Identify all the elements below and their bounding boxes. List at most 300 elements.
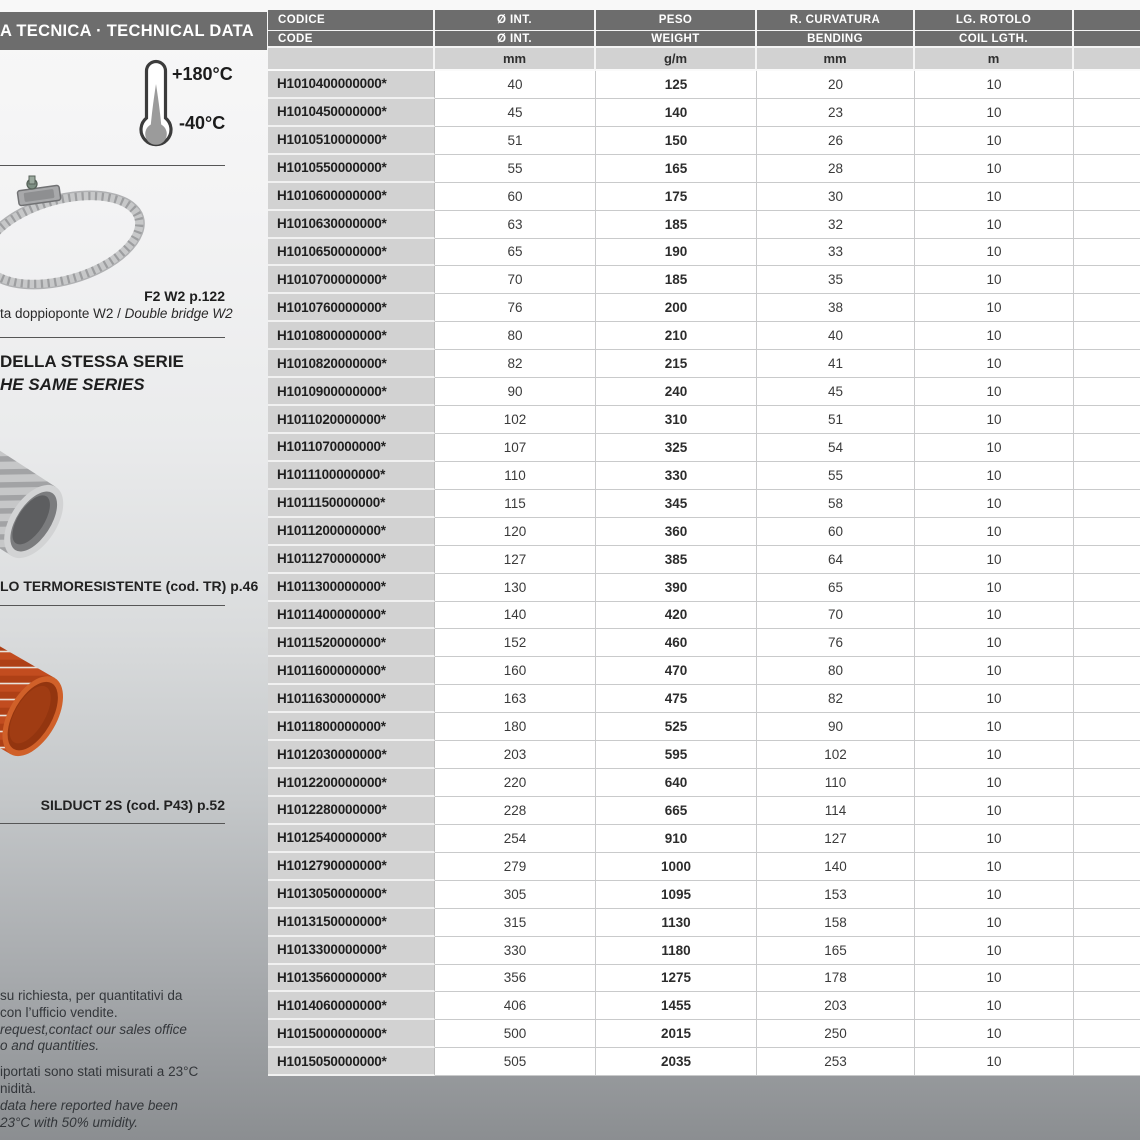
extra-cell — [1074, 965, 1140, 993]
extra-cell — [1074, 71, 1140, 99]
extra-cell — [1074, 434, 1140, 462]
bending-radius-cell: 165 — [757, 937, 915, 965]
bending-radius-cell: 127 — [757, 825, 915, 853]
int-diameter-cell: 107 — [435, 434, 596, 462]
unit-mm-2: mm — [757, 48, 915, 71]
note-line: 23°C with 50% umidity. — [0, 1114, 138, 1130]
unit-extra — [1074, 48, 1140, 71]
weight-cell: 330 — [596, 462, 757, 490]
weight-cell: 190 — [596, 239, 757, 267]
int-diameter-cell: 80 — [435, 322, 596, 350]
int-diameter-cell: 279 — [435, 853, 596, 881]
int-diameter-cell: 76 — [435, 294, 596, 322]
weight-cell: 390 — [596, 574, 757, 602]
int-diameter-cell: 90 — [435, 378, 596, 406]
bending-radius-cell: 153 — [757, 881, 915, 909]
extra-cell — [1074, 769, 1140, 797]
code-cell: H1010510000000* — [268, 127, 435, 155]
table-body — [268, 71, 1140, 1076]
extra-cell — [1074, 127, 1140, 155]
bending-radius-cell: 28 — [757, 155, 915, 183]
int-diameter-cell: 60 — [435, 183, 596, 211]
code-cell: H1014060000000* — [268, 992, 435, 1020]
coil-length-cell: 10 — [915, 992, 1074, 1020]
weight-cell: 2015 — [596, 1020, 757, 1048]
bending-radius-cell: 41 — [757, 350, 915, 378]
weight-cell: 640 — [596, 769, 757, 797]
table-row — [268, 406, 1140, 434]
orange-hose-photo — [0, 638, 88, 780]
weight-cell: 525 — [596, 713, 757, 741]
table-row — [268, 490, 1140, 518]
coil-length-cell: 10 — [915, 266, 1074, 294]
table-row — [268, 853, 1140, 881]
code-cell: H1011200000000* — [268, 518, 435, 546]
coil-length-cell: 10 — [915, 713, 1074, 741]
col-header-int-diameter-en: Ø INT. — [435, 31, 596, 48]
int-diameter-cell: 315 — [435, 909, 596, 937]
col-header-code: CODE — [268, 31, 435, 48]
table-row — [268, 629, 1140, 657]
divider — [0, 605, 225, 606]
table-row — [268, 546, 1140, 574]
weight-cell: 200 — [596, 294, 757, 322]
coil-length-cell: 10 — [915, 881, 1074, 909]
coil-length-cell: 10 — [915, 965, 1074, 993]
int-diameter-cell: 51 — [435, 127, 596, 155]
int-diameter-cell: 254 — [435, 825, 596, 853]
extra-cell — [1074, 574, 1140, 602]
table-row — [268, 378, 1140, 406]
int-diameter-cell: 115 — [435, 490, 596, 518]
coil-length-cell: 10 — [915, 294, 1074, 322]
extra-cell — [1074, 239, 1140, 267]
weight-cell: 460 — [596, 629, 757, 657]
note-line: su richiesta, per quantitativi da — [0, 988, 183, 1003]
code-cell: H1011070000000* — [268, 434, 435, 462]
code-cell: H1012280000000* — [268, 797, 435, 825]
bending-radius-cell: 54 — [757, 434, 915, 462]
extra-cell — [1074, 881, 1140, 909]
weight-cell: 1000 — [596, 853, 757, 881]
weight-cell: 150 — [596, 127, 757, 155]
coil-length-cell: 10 — [915, 1020, 1074, 1048]
extra-cell — [1074, 909, 1140, 937]
code-cell: H1015000000000* — [268, 1020, 435, 1048]
coil-length-cell: 10 — [915, 741, 1074, 769]
table-row — [268, 322, 1140, 350]
weight-cell: 1455 — [596, 992, 757, 1020]
int-diameter-cell: 127 — [435, 546, 596, 574]
weight-cell: 360 — [596, 518, 757, 546]
extra-cell — [1074, 211, 1140, 239]
int-diameter-cell: 130 — [435, 574, 596, 602]
code-cell: H1013150000000* — [268, 909, 435, 937]
extra-cell — [1074, 406, 1140, 434]
code-cell: H1011300000000* — [268, 574, 435, 602]
technical-data-table — [268, 10, 1140, 1076]
unit-gm: g/m — [596, 48, 757, 71]
table-row — [268, 797, 1140, 825]
extra-cell — [1074, 685, 1140, 713]
int-diameter-cell: 180 — [435, 713, 596, 741]
col-header-weight: WEIGHT — [596, 31, 757, 48]
extra-cell — [1074, 350, 1140, 378]
bending-radius-cell: 58 — [757, 490, 915, 518]
table-row — [268, 602, 1140, 630]
coil-length-cell: 10 — [915, 853, 1074, 881]
coil-length-cell: 10 — [915, 378, 1074, 406]
weight-cell: 345 — [596, 490, 757, 518]
weight-cell: 595 — [596, 741, 757, 769]
int-diameter-cell: 140 — [435, 602, 596, 630]
coil-length-cell: 10 — [915, 574, 1074, 602]
code-cell: H1012790000000* — [268, 853, 435, 881]
code-cell: H1012030000000* — [268, 741, 435, 769]
extra-cell — [1074, 602, 1140, 630]
extra-cell — [1074, 937, 1140, 965]
weight-cell: 140 — [596, 99, 757, 127]
sidebar-panel — [0, 0, 268, 1140]
int-diameter-cell: 160 — [435, 657, 596, 685]
coil-length-cell: 10 — [915, 71, 1074, 99]
code-cell: H1011630000000* — [268, 685, 435, 713]
section-header — [0, 12, 267, 50]
code-cell: H1011270000000* — [268, 546, 435, 574]
extra-cell — [1074, 629, 1140, 657]
table-row — [268, 71, 1140, 99]
weight-cell: 910 — [596, 825, 757, 853]
extra-cell — [1074, 1020, 1140, 1048]
divider — [0, 165, 225, 166]
coil-length-cell: 10 — [915, 546, 1074, 574]
coil-length-cell: 10 — [915, 239, 1074, 267]
bending-radius-cell: 65 — [757, 574, 915, 602]
bending-radius-cell: 82 — [757, 685, 915, 713]
coil-length-cell: 10 — [915, 685, 1074, 713]
table-row — [268, 127, 1140, 155]
bending-radius-cell: 158 — [757, 909, 915, 937]
weight-cell: 470 — [596, 657, 757, 685]
coil-length-cell: 10 — [915, 434, 1074, 462]
col-header-peso: PESO — [596, 10, 757, 31]
table-units-row — [268, 48, 1140, 71]
bending-radius-cell: 80 — [757, 657, 915, 685]
col-header-coil-length: COIL LGTH. — [915, 31, 1074, 48]
extra-cell — [1074, 462, 1140, 490]
note-line: data here reported have been — [0, 1097, 178, 1113]
table-row — [268, 1020, 1140, 1048]
int-diameter-cell: 55 — [435, 155, 596, 183]
table-row — [268, 574, 1140, 602]
bending-radius-cell: 203 — [757, 992, 915, 1020]
int-diameter-cell: 152 — [435, 629, 596, 657]
weight-cell: 1130 — [596, 909, 757, 937]
bending-radius-cell: 64 — [757, 546, 915, 574]
temp-max-label: +180°C — [172, 64, 233, 84]
int-diameter-cell: 65 — [435, 239, 596, 267]
table-row — [268, 1048, 1140, 1076]
coil-length-cell: 10 — [915, 825, 1074, 853]
table-row — [268, 992, 1140, 1020]
coil-length-cell: 10 — [915, 99, 1074, 127]
extra-cell — [1074, 546, 1140, 574]
table-row — [268, 518, 1140, 546]
note-line: iportati sono stati misurati a 23°C — [0, 1064, 199, 1080]
extra-cell — [1074, 322, 1140, 350]
unit-code — [268, 48, 435, 71]
bending-radius-cell: 178 — [757, 965, 915, 993]
table-row — [268, 211, 1140, 239]
table-row — [268, 881, 1140, 909]
int-diameter-cell: 70 — [435, 266, 596, 294]
code-cell: H1010450000000* — [268, 99, 435, 127]
note-line: nidità. — [0, 1080, 37, 1096]
coil-length-cell: 10 — [915, 127, 1074, 155]
code-cell: H1010630000000* — [268, 211, 435, 239]
code-cell: H1013300000000* — [268, 937, 435, 965]
table-row — [268, 965, 1140, 993]
code-cell: H1011520000000* — [268, 629, 435, 657]
weight-cell: 175 — [596, 183, 757, 211]
accessory-ref: F2 W2 p.122 — [144, 288, 225, 304]
code-cell: H1010550000000* — [268, 155, 435, 183]
bending-radius-cell: 20 — [757, 71, 915, 99]
int-diameter-cell: 500 — [435, 1020, 596, 1048]
code-cell: H1010650000000* — [268, 239, 435, 267]
code-cell: H1010760000000* — [268, 294, 435, 322]
bending-radius-cell: 76 — [757, 629, 915, 657]
divider — [0, 337, 225, 338]
bending-radius-cell: 33 — [757, 239, 915, 267]
extra-cell — [1074, 99, 1140, 127]
hose-clamp-photo — [0, 172, 163, 292]
coil-length-cell: 10 — [915, 155, 1074, 183]
int-diameter-cell: 305 — [435, 881, 596, 909]
col-header-bending: BENDING — [757, 31, 915, 48]
table-row — [268, 685, 1140, 713]
coil-length-cell: 10 — [915, 350, 1074, 378]
same-series-title-it: DELLA STESSA SERIE — [0, 352, 184, 371]
note-line: request,contact our sales office — [0, 1021, 187, 1037]
weight-cell: 185 — [596, 266, 757, 294]
extra-cell — [1074, 992, 1140, 1020]
col-header-extra — [1074, 10, 1140, 31]
table-row — [268, 909, 1140, 937]
weight-cell: 240 — [596, 378, 757, 406]
bending-radius-cell: 102 — [757, 741, 915, 769]
weight-cell: 125 — [596, 71, 757, 99]
code-cell: H1015050000000* — [268, 1048, 435, 1076]
table-row — [268, 657, 1140, 685]
int-diameter-cell: 356 — [435, 965, 596, 993]
unit-mm: mm — [435, 48, 596, 71]
int-diameter-cell: 63 — [435, 211, 596, 239]
extra-cell — [1074, 490, 1140, 518]
extra-cell — [1074, 825, 1140, 853]
bending-radius-cell: 70 — [757, 602, 915, 630]
bending-radius-cell: 35 — [757, 266, 915, 294]
bending-radius-cell: 250 — [757, 1020, 915, 1048]
extra-cell — [1074, 797, 1140, 825]
same-series-product-2: SILDUCT 2S (cod. P43) p.52 — [40, 797, 225, 813]
coil-length-cell: 10 — [915, 406, 1074, 434]
bending-radius-cell: 114 — [757, 797, 915, 825]
extra-cell — [1074, 741, 1140, 769]
table-header-row-it — [268, 10, 1140, 31]
unit-m: m — [915, 48, 1074, 71]
table-row — [268, 266, 1140, 294]
bending-radius-cell: 60 — [757, 518, 915, 546]
code-cell: H1011020000000* — [268, 406, 435, 434]
extra-cell — [1074, 1048, 1140, 1076]
temp-min-label: -40°C — [179, 113, 226, 133]
code-cell: H1011100000000* — [268, 462, 435, 490]
weight-cell: 185 — [596, 211, 757, 239]
thermometer-icon — [138, 58, 174, 154]
code-cell: H1010700000000* — [268, 266, 435, 294]
coil-length-cell: 10 — [915, 490, 1074, 518]
weight-cell: 2035 — [596, 1048, 757, 1076]
int-diameter-cell: 120 — [435, 518, 596, 546]
extra-cell — [1074, 713, 1140, 741]
same-series-title-en: HE SAME SERIES — [0, 375, 145, 394]
code-cell: H1012200000000* — [268, 769, 435, 797]
weight-cell: 385 — [596, 546, 757, 574]
note-line: con l’ufficio vendite. — [0, 1004, 118, 1020]
coil-length-cell: 10 — [915, 657, 1074, 685]
bending-radius-cell: 38 — [757, 294, 915, 322]
table-row — [268, 434, 1140, 462]
code-cell: H1011400000000* — [268, 602, 435, 630]
bending-radius-cell: 253 — [757, 1048, 915, 1076]
bending-radius-cell: 32 — [757, 211, 915, 239]
weight-cell: 165 — [596, 155, 757, 183]
table-row — [268, 183, 1140, 211]
coil-length-cell: 10 — [915, 797, 1074, 825]
extra-cell — [1074, 657, 1140, 685]
col-header-extra-en — [1074, 31, 1140, 48]
code-cell: H1013050000000* — [268, 881, 435, 909]
table-row — [268, 350, 1140, 378]
accessory-caption: ta doppioponte W2 / Double bridge W2 — [0, 306, 233, 321]
col-header-curvatura: R. CURVATURA — [757, 10, 915, 31]
int-diameter-cell: 228 — [435, 797, 596, 825]
table-row — [268, 741, 1140, 769]
col-header-codice: CODICE — [268, 10, 435, 31]
bending-radius-cell: 30 — [757, 183, 915, 211]
weight-cell: 310 — [596, 406, 757, 434]
table-row — [268, 99, 1140, 127]
weight-cell: 475 — [596, 685, 757, 713]
bending-radius-cell: 40 — [757, 322, 915, 350]
coil-length-cell: 10 — [915, 322, 1074, 350]
table-row — [268, 937, 1140, 965]
weight-cell: 665 — [596, 797, 757, 825]
weight-cell: 420 — [596, 602, 757, 630]
code-cell: H1011150000000* — [268, 490, 435, 518]
code-cell: H1010600000000* — [268, 183, 435, 211]
code-cell: H1013560000000* — [268, 965, 435, 993]
coil-length-cell: 10 — [915, 937, 1074, 965]
col-header-rotolo: LG. ROTOLO — [915, 10, 1074, 31]
bending-radius-cell: 55 — [757, 462, 915, 490]
coil-length-cell: 10 — [915, 211, 1074, 239]
code-cell: H1011800000000* — [268, 713, 435, 741]
table-row — [268, 713, 1140, 741]
int-diameter-cell: 40 — [435, 71, 596, 99]
col-header-int-diameter: Ø INT. — [435, 10, 596, 31]
table-row — [268, 294, 1140, 322]
int-diameter-cell: 82 — [435, 350, 596, 378]
extra-cell — [1074, 183, 1140, 211]
code-cell: H1012540000000* — [268, 825, 435, 853]
coil-length-cell: 10 — [915, 909, 1074, 937]
coil-length-cell: 10 — [915, 183, 1074, 211]
extra-cell — [1074, 853, 1140, 881]
divider — [0, 823, 225, 824]
bending-radius-cell: 90 — [757, 713, 915, 741]
code-cell: H1010400000000* — [268, 71, 435, 99]
extra-cell — [1074, 518, 1140, 546]
int-diameter-cell: 406 — [435, 992, 596, 1020]
table-header-row-en — [268, 31, 1140, 48]
int-diameter-cell: 45 — [435, 99, 596, 127]
gray-hose-photo — [0, 446, 90, 578]
code-cell: H1011600000000* — [268, 657, 435, 685]
table-row — [268, 462, 1140, 490]
bending-radius-cell: 110 — [757, 769, 915, 797]
notes-block — [0, 988, 235, 1131]
coil-length-cell: 10 — [915, 769, 1074, 797]
table-row — [268, 769, 1140, 797]
extra-cell — [1074, 378, 1140, 406]
extra-cell — [1074, 155, 1140, 183]
table-row — [268, 825, 1140, 853]
int-diameter-cell: 102 — [435, 406, 596, 434]
weight-cell: 210 — [596, 322, 757, 350]
int-diameter-cell: 163 — [435, 685, 596, 713]
same-series-product-1: LO TERMORESISTENTE (cod. TR) p.46 — [0, 578, 259, 594]
table-row — [268, 155, 1140, 183]
int-diameter-cell: 203 — [435, 741, 596, 769]
int-diameter-cell: 330 — [435, 937, 596, 965]
bending-radius-cell: 51 — [757, 406, 915, 434]
coil-length-cell: 10 — [915, 1048, 1074, 1076]
weight-cell: 215 — [596, 350, 757, 378]
code-cell: H1010900000000* — [268, 378, 435, 406]
bending-radius-cell: 140 — [757, 853, 915, 881]
bending-radius-cell: 45 — [757, 378, 915, 406]
coil-length-cell: 10 — [915, 462, 1074, 490]
int-diameter-cell: 220 — [435, 769, 596, 797]
table-row — [268, 239, 1140, 267]
extra-cell — [1074, 266, 1140, 294]
section-title: A TECNICA · TECHNICAL DATA — [0, 21, 254, 40]
bending-radius-cell: 23 — [757, 99, 915, 127]
int-diameter-cell: 505 — [435, 1048, 596, 1076]
weight-cell: 1095 — [596, 881, 757, 909]
coil-length-cell: 10 — [915, 629, 1074, 657]
coil-length-cell: 10 — [915, 518, 1074, 546]
bending-radius-cell: 26 — [757, 127, 915, 155]
weight-cell: 1180 — [596, 937, 757, 965]
extra-cell — [1074, 294, 1140, 322]
code-cell: H1010800000000* — [268, 322, 435, 350]
weight-cell: 325 — [596, 434, 757, 462]
note-line: o and quantities. — [0, 1038, 100, 1054]
coil-length-cell: 10 — [915, 602, 1074, 630]
